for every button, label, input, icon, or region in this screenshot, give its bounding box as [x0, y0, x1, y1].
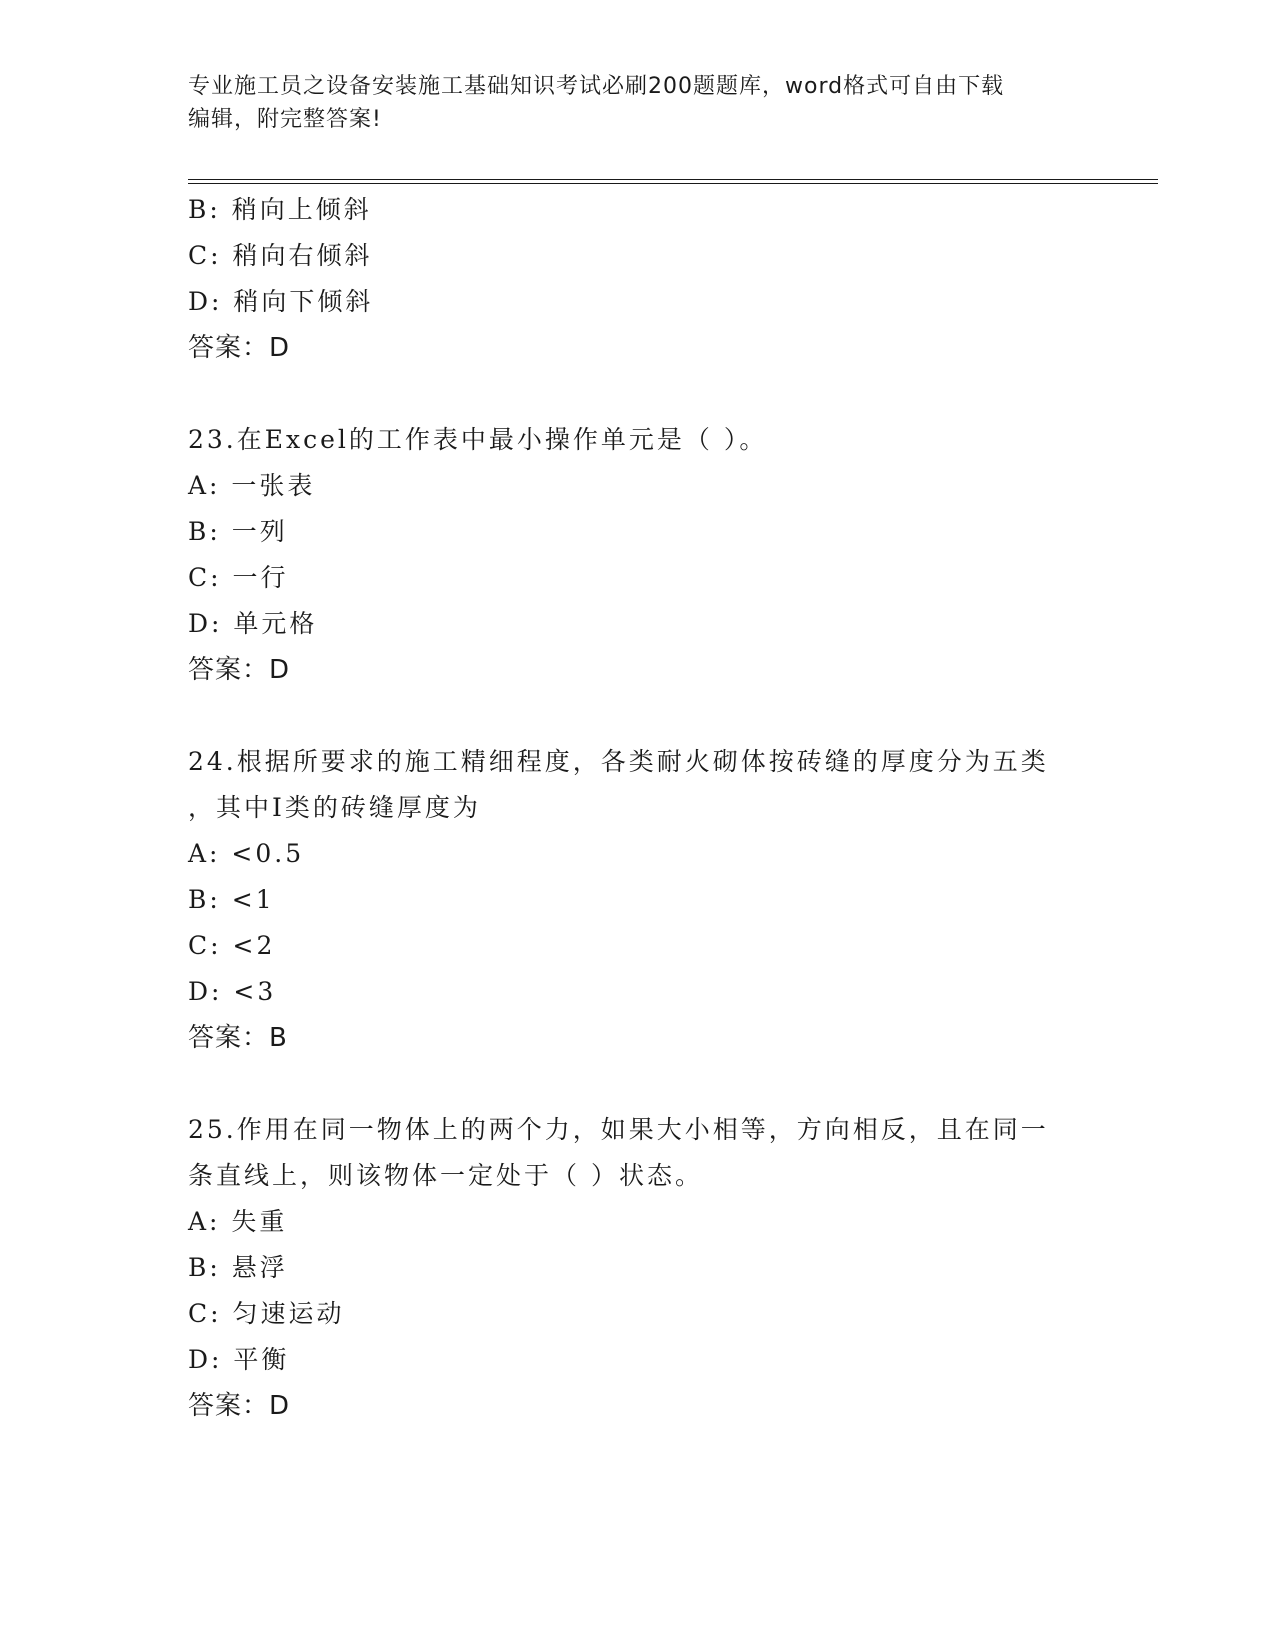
option-d: D: 稍向下倾斜: [188, 287, 374, 316]
answer: 答案：D: [188, 655, 291, 685]
option-b: B: 一列: [188, 517, 288, 546]
option-b: B: 悬浮: [188, 1253, 288, 1282]
question-text-line2: 条直线上，则该物体一定处于（ ）状态。: [188, 1161, 703, 1190]
option-c: C: <2: [188, 931, 276, 960]
option-b: B: 稍向上倾斜: [188, 195, 372, 224]
option-a: A: 失重: [188, 1207, 288, 1236]
header-divider-top: [188, 179, 1158, 180]
header-title-line2: 编辑，附完整答案!: [188, 107, 382, 132]
spacer: [188, 371, 1088, 417]
question-24: [188, 739, 1088, 1061]
answer: 答案：D: [188, 333, 291, 363]
header-title-line1: 专业施工员之设备安装施工基础知识考试必刷200题题库，word格式可自由下载: [188, 74, 1005, 99]
answer: 答案：B: [188, 1023, 288, 1053]
option-c: C: 稍向右倾斜: [188, 241, 373, 270]
option-d: D: 单元格: [188, 609, 318, 638]
question-22: [188, 187, 1088, 371]
option-a: A: 一张表: [188, 471, 316, 500]
question-text-line1: 25.作用在同一物体上的两个力，如果大小相等，方向相反，且在同一: [188, 1115, 1049, 1144]
spacer: [188, 693, 1088, 739]
option-c: C: 匀速运动: [188, 1299, 345, 1328]
question-text-line2: ，其中I类的砖缝厚度为: [188, 793, 481, 822]
question-text-line1: 24.根据所要求的施工精细程度，各类耐火砌体按砖缝的厚度分为五类: [188, 747, 1049, 776]
header-divider-bottom: [188, 183, 1158, 184]
option-b: B: <1: [188, 885, 275, 914]
question-23: [188, 417, 1088, 693]
document-header: [188, 70, 1088, 136]
question-list: [188, 187, 1088, 1429]
spacer: [188, 1061, 1088, 1107]
option-a: A: <0.5: [188, 839, 305, 868]
option-c: C: 一行: [188, 563, 289, 592]
question-25: [188, 1107, 1088, 1429]
answer: 答案：D: [188, 1391, 291, 1421]
option-d: D: 平衡: [188, 1345, 290, 1374]
question-text: 23.在Excel的工作表中最小操作单元是（ ）。: [188, 425, 768, 454]
option-d: D: <3: [188, 977, 277, 1006]
